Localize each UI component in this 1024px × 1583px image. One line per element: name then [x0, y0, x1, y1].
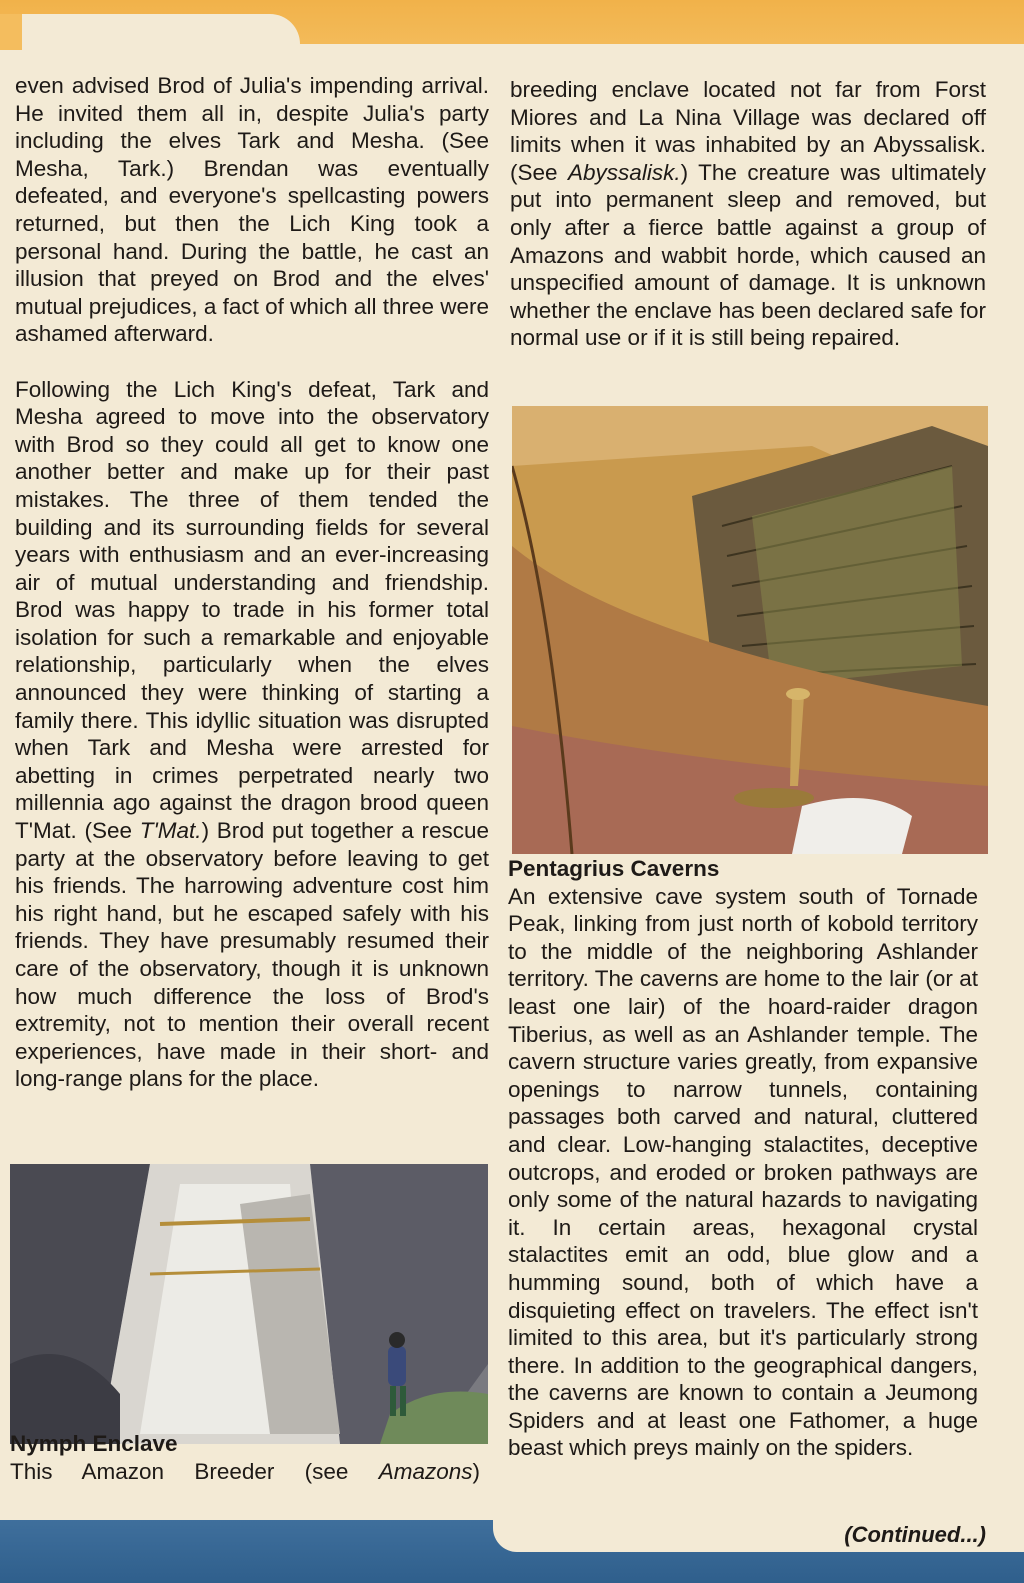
left-column	[15, 72, 489, 1093]
section-heading: Pentagrius Caverns	[508, 856, 720, 881]
text-run: Following the Lich King's defeat, Tark and Mesha agreed to move into the observatory with Brod so they could all get to know one another better and make up for their past mistakes. The three of them tended the building and its surrounding fields for several years with enthusiasm and an ever-increasing air of mutual understanding and friendship. Brod was happy to trade in his former total isolation for such a remarkable and enjoyable relationship, particularly when the elves announced they were thinking of starting a family there. This idyllic situation was disrupted when Tark and Mesha were arrested for abetting in crimes perpetrated nearly two millennia ago against the dragon brood queen T'Mat. (See	[15, 376, 489, 844]
body-paragraph: An extensive cave system south of Tornade Peak, linking from just north of kobold territory to the middle of the neighboring Ashlander territory. The caverns are home to the lair (or at least one lair) of the hoard-raider dragon Tiberius, as well as an Ashlander temple. The cavern structure varies greatly, from expansive openings to narrow tunnels, containing passages both carved and natural, cluttered and clear. Low-hanging stalactites, deceptive outcrops, and eroded or broken pathways are only some of the natural hazards to navigating it. In certain areas, hexagonal crystal stalactites emit an odd, blue glow and a humming sound, both of which have a disquieting effect on travelers. The effect isn't limited to this area, but it's particularly strong there. In addition to the geographical dangers, the caverns are known to contain a Jeumong Spiders and at least one Fathomer, a huge beast which preys mainly on the spiders.	[508, 883, 978, 1461]
continued-label: (Continued...)	[844, 1522, 986, 1547]
nymph-enclave-section	[10, 1430, 480, 1485]
cross-reference: Abyssalisk.	[568, 159, 681, 185]
right-column-top	[510, 76, 986, 352]
text-run: This Amazon Breeder (see	[10, 1458, 379, 1484]
nymph-enclave-illustration	[10, 1164, 488, 1444]
text-run: ) The creature was ultimately put into permanent sleep and removed, but only after a fierce battle against a group of Amazons and wabbit horde, which caused an unspecified amount of damage. It is unknown whether the enclave has been declared safe for normal use or if it is still being repaired.	[510, 159, 986, 351]
text-run: breeding enclave located not far from Forst Miores and La Nina Village was declared off limits when it was inhabited by an Abyssalisk. (See	[510, 77, 986, 185]
page-edge	[22, 44, 1024, 64]
pentagrius-caverns-section	[508, 855, 978, 1462]
section-heading: Nymph Enclave	[10, 1431, 178, 1456]
body-paragraph: even advised Brod of Julia's impending arrival. He invited them all in, despite Julia's party including the elves Tark and Mesha. (See Mesha, Tark.) Brendan was eventually defeated, and everyone's spellcasting powers returned, but then the Lich King took a personal hand. During the battle, he cast an illusion that preyed on Brod and the elves' mutual prejudices, a fact of which all three were ashamed afterward.	[15, 73, 489, 347]
observatory-illustration	[512, 406, 988, 854]
body-paragraph	[15, 376, 489, 1093]
cross-reference: T'Mat.	[139, 818, 202, 844]
body-paragraph	[510, 76, 986, 352]
text-run: )	[472, 1458, 480, 1484]
cross-reference: Amazons	[378, 1458, 473, 1484]
text-run: ) Brod put together a rescue party at the observatory before leaving to get his friends. The harrowing adventure cost him his right hand, but he escaped safely with his friends. They have presumably resumed their care of the observatory, though it is unknown how much difference the loss of Brod's extremity, not to mention their overall recent experiences, have made in their short- and long-range plans for the place.	[15, 818, 490, 1092]
body-paragraph	[10, 1458, 480, 1486]
